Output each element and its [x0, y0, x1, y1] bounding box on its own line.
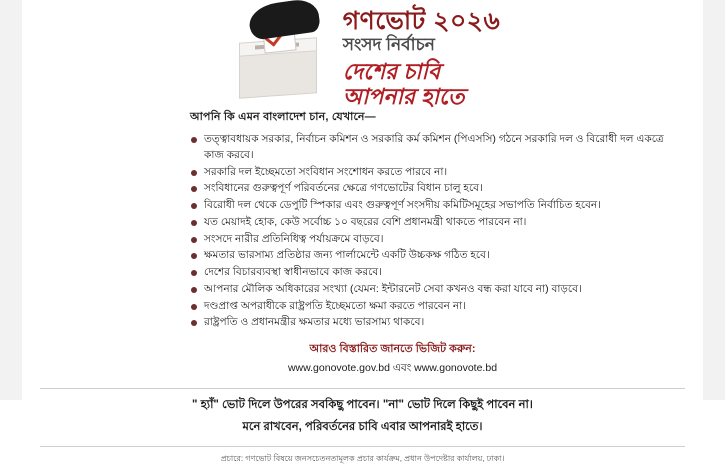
visit-urls	[190, 361, 595, 378]
header-inner	[225, 6, 501, 109]
list-item-text: সংবিধানের গুরুত্বপূর্ণ পরিবর্তনের ক্ষেত্রে গণভোটের বিধান চালু হবে।	[204, 182, 483, 195]
website-link-primary[interactable]: www.gonovote.gov.bd	[287, 362, 390, 374]
list-item	[190, 181, 685, 197]
list-item	[190, 215, 685, 231]
footer-line-2: মনে রাখবেন, পরিবর্তনের চাবি এবার আপনারই হাতে।	[242, 421, 483, 433]
bullet-icon	[191, 186, 197, 192]
list-item-text: দণ্ডপ্রাপ্ত অপরাধীকে রাষ্ট্রপতি ইচ্ছেমতো ক্ষমা করতে পারবেন না।	[204, 299, 466, 312]
ballot-box-with-hand-icon	[225, 6, 337, 98]
list-item-text: বিরোধী দল থেকে ডেপুটি স্পিকার এবং গুরুত্বপূর্ণ সংসদীয় কমিটিসমূহের সভাপতি নির্বাচিত হবেন।	[204, 199, 601, 211]
visit-block	[190, 340, 685, 378]
list-item	[190, 265, 685, 281]
website-link-secondary[interactable]: www.gonovote.bd	[414, 362, 498, 374]
bullet-icon	[191, 304, 197, 310]
credit-line: প্রচারে: গণভোট বিষয়ে জনসচেতনতামূলক প্রচার কার্যক্রম, প্রধান উপদেষ্টার কার্যালয়, ঢাকা।	[220, 454, 505, 463]
divider-bottom	[40, 446, 685, 447]
list-item-text: যত মেয়াদই হোক, কেউ সর্বোচ্চ ১০ বছরের বেশি প্রধানমন্ত্রী থাকতে পারবেন না।	[204, 215, 527, 228]
list-item	[190, 282, 685, 298]
list-item	[190, 165, 685, 181]
list-item-text: সংসদে নারীর প্রতিনিধিত্ব পর্যায়ক্রমে বাড়বে।	[204, 232, 384, 245]
list-item-text: সরকারি দল ইচ্ছেমতো সংবিধান সংশোধন করতে পারবে না।	[204, 165, 448, 178]
bullet-icon	[191, 237, 197, 243]
header-text-block	[343, 6, 501, 109]
bullet-icon	[191, 170, 197, 176]
list-item	[190, 132, 685, 164]
visit-label: আরও বিস্তারিত জানতে ভিজিট করুন:	[309, 343, 476, 355]
hand-icon	[247, 0, 321, 41]
list-item-text: আপনার মৌলিক অধিকারের সংখ্যা (যেমন: ইন্টারনেট সেবা কখনও বন্ধ করা যাবে না) বাড়বে।	[204, 282, 582, 295]
page-title: গণভোট ২০২৬	[342, 7, 501, 35]
list-item	[190, 248, 685, 264]
poster-header	[0, 0, 725, 109]
content-block	[0, 104, 725, 378]
list-item	[190, 315, 685, 331]
slogan-line-2: আপনার হাতে	[342, 83, 465, 109]
lead-question: আপনি কি এমন বাংলাদেশ চান, যেখানে—	[190, 111, 376, 123]
bullet-icon	[191, 287, 197, 293]
bullet-icon	[191, 137, 197, 143]
list-item-text: ক্ষমতার ভারসাম্য প্রতিষ্ঠার জন্য পার্লামেন্টে একটি উচ্চকক্ষ গঠিত হবে।	[204, 249, 490, 262]
bullet-icon	[191, 203, 197, 209]
slogan-line-1: দেশের চাবি	[342, 58, 441, 84]
list-item-text: দেশের বিচারব্যবস্থা স্বাধীনভাবে কাজ করবে।	[204, 266, 382, 278]
list-item	[190, 299, 685, 315]
page-subtitle: সংসদ নির্বাচন	[342, 35, 435, 55]
footer-line-1: " হ্যাঁ" ভোট দিলে উপরের সবকিছু পাবেন। "না" ভোট দিলে কিছুই পাবেন না।	[192, 399, 533, 411]
list-item-text: তত্ত্বাবধায়ক সরকার, নির্বাচন কমিশন ও সরকারি কর্ম কমিশন (পিএসসি) গঠনে সরকারি দল ও বিরোধী দল একত্রে কাজ করবে।	[204, 133, 664, 161]
poster-footer	[0, 389, 725, 437]
points-list	[190, 132, 685, 331]
bullet-icon	[191, 320, 197, 326]
list-item-text: রাষ্ট্রপতি ও প্রধানমন্ত্রীর ক্ষমতার মধ্যে ভারসাম্য থাকবে।	[204, 316, 425, 329]
bullet-icon	[191, 270, 197, 276]
list-item	[190, 198, 685, 214]
bullet-icon	[191, 220, 197, 226]
visit-conjunction: এবং	[392, 362, 412, 374]
list-item	[190, 232, 685, 248]
bullet-icon	[191, 253, 197, 259]
